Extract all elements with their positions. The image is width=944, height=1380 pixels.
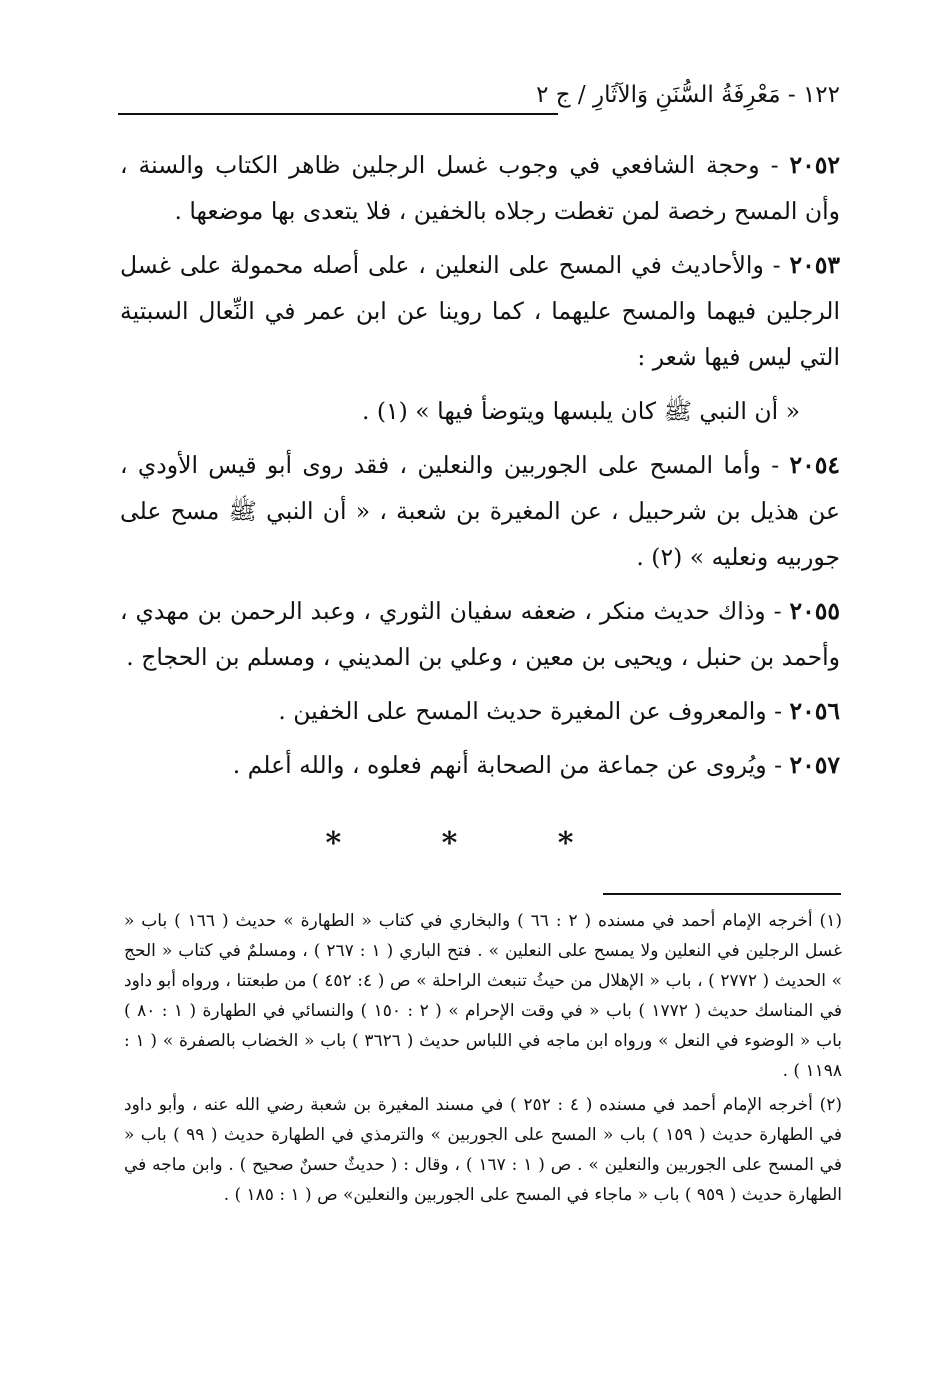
running-header [118, 82, 840, 122]
quoted-hadith [120, 388, 840, 434]
paragraph-text: - وذاك حديث منكر ، ضعفه سفيان الثوري ، وعبد الرحمن بن مهدي ، وأحمد بن حنبل ، ويحيى بن معين ، وعلي بن المديني ، ومسلم بن الحجاج . [120, 597, 840, 671]
paragraph-number: ٢٠٥٥ [789, 597, 840, 625]
main-text [120, 142, 840, 796]
footnote-rule [603, 893, 841, 895]
paragraph [120, 442, 840, 580]
paragraph [120, 242, 840, 380]
quote-text: « أن النبي ﷺ كان يلبسها ويتوضأ فيها » (١) . [361, 397, 800, 425]
paragraph-text: - وحجة الشافعي في وجوب غسل الرجلين ظاهر الكتاب والسنة ، وأن المسح رخصة لمن تغطت رجلاه بالخفين ، فلا يتعدى بها موضعها . [120, 151, 840, 225]
section-separator: * * * [325, 826, 619, 861]
paragraph-text: - ويُروى عن جماعة من الصحابة أنهم فعلوه ، والله أعلم . [232, 751, 790, 779]
paragraph-number: ٢٠٥٧ [789, 751, 840, 779]
header-title: ١٢٢ - مَعْرِفَةُ السُّنَنِ وَالآثَارِ / ج ٢ [536, 82, 840, 108]
paragraph-number: ٢٠٥٢ [789, 151, 840, 179]
paragraph [120, 142, 840, 234]
header-rule [118, 113, 558, 115]
paragraph-text: - والمعروف عن المغيرة حديث المسح على الخفين . [278, 697, 790, 725]
paragraph-text: - والأحاديث في المسح على النعلين ، على أصله محمولة على غسل الرجلين فيهما والمسح عليهما ، كما روينا عن ابن عمر في النِّعال السبتية التي ليس فيها شعر : [120, 251, 840, 371]
paragraph-text: - وأما المسح على الجوربين والنعلين ، فقد روى أبو قيس الأودي ، عن هذيل بن شرحبيل ، عن المغيرة بن شعبة ، « أن النبي ﷺ مسح على جوربيه ونعليه » (٢) . [120, 451, 840, 571]
footnote: (٢) أخرجه الإمام أحمد في مسنده ( ٤ : ٢٥٢ ) في مسند المغيرة بن شعبة رضي الله عنه ، وأبو داود في الطهارة حديث ( ١٥٩ ) باب « المسح على الجوربين » والترمذي في الطهارة حديث ( ٩٩ ) باب « في المسح على الجوربين والنعلين » . ص ( ١ : ١٦٧ ) ، وقال : ( حديثٌ حسنٌ صحيح ) . وابن ماجه في الطهارة حديث ( ٩٥٩ ) باب « ماجاء في المسح على الجوربين والنعلين» ص ( ١ : ١٨٥ ) . [124, 1095, 842, 1205]
paragraph-number: ٢٠٥٣ [789, 251, 840, 279]
footnotes [124, 906, 842, 1214]
paragraph [120, 742, 840, 788]
paragraph [120, 688, 840, 734]
paragraph [120, 588, 840, 680]
paragraph-number: ٢٠٥٦ [789, 697, 840, 725]
footnote: (١) أخرجه الإمام أحمد في مسنده ( ٢ : ٦٦ ) والبخاري في كتاب « الطهارة » حديث ( ١٦٦ ) باب « غسل الرجلين في النعلين ولا يمسح على النعلين » . فتح الباري ( ١ : ٢٦٧ ) ، ومسلمٌ في كتاب « الحج » الحديث ( ٢٧٧٢ ) ، باب « الإهلال من حيثُ تنبعث الراحلة » ص ( ٤: ٤٥٢ ) من طبعتنا ، ورواه أبو داود في المناسك حديث ( ١٧٧٢ ) باب « في وقت الإحرام » ( ٢ : ١٥٠ ) والنسائي في الطهارة ( ١ : ٨٠ ) باب « الوضوء في النعل » ورواه ابن ماجه في اللباس حديث ( ٣٦٢٦ ) باب « الخضاب بالصفرة » ( ١ : ١١٩٨ ) . [124, 911, 843, 1081]
paragraph-number: ٢٠٥٤ [789, 451, 840, 479]
